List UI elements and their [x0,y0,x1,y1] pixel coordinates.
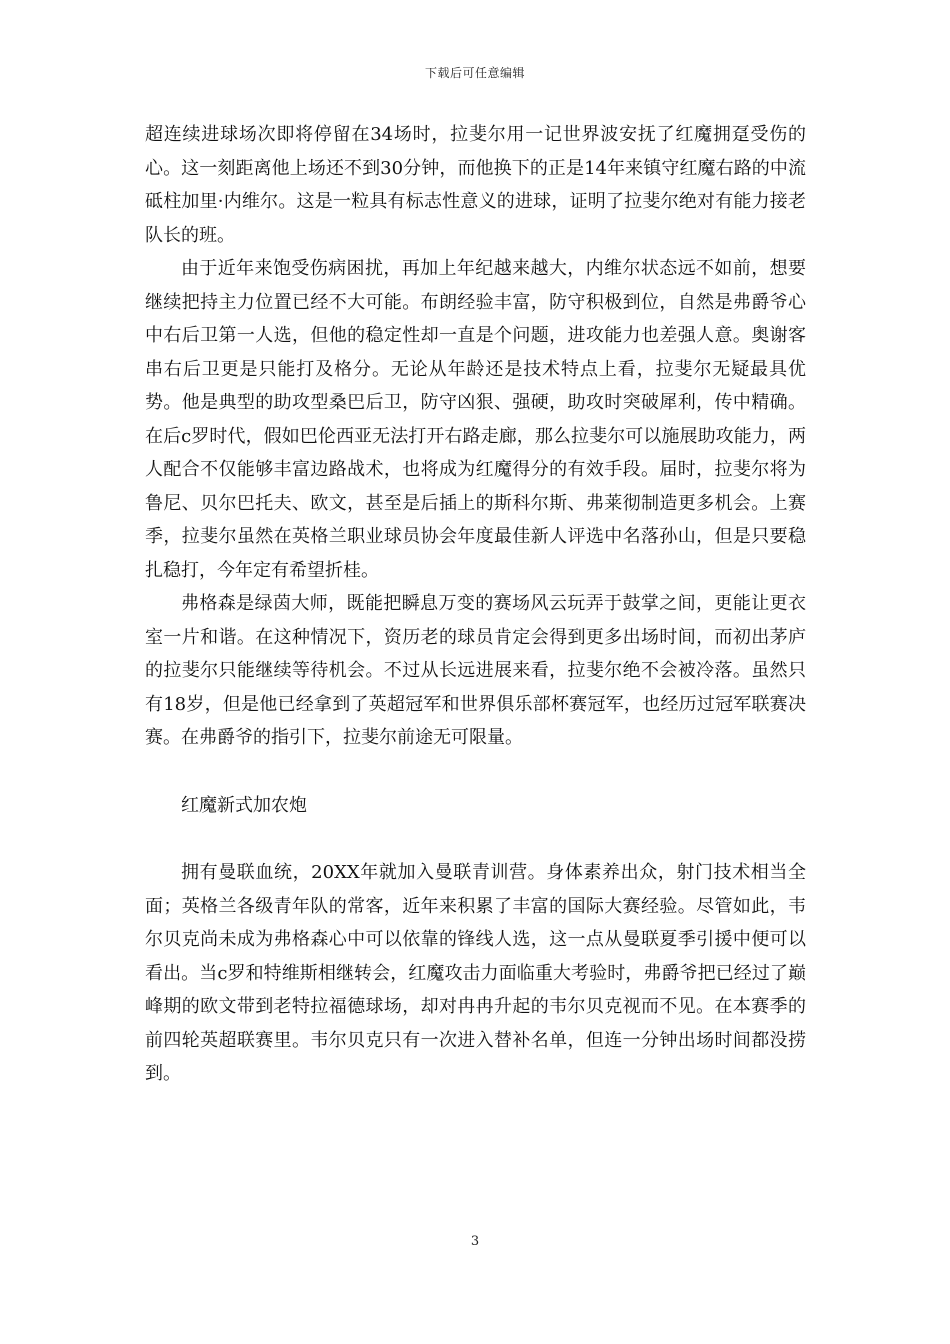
document-body [145,118,806,1091]
paragraph-neville-analysis: 由于近年来饱受伤病困扰，再加上年纪越来越大，内维尔状态远不如前，想要继续把持主力位置已经不大可能。布朗经验丰富，防守积极到位，自然是弗爵爷心中右后卫第一人选，但他的稳定性却一直是个问题，进攻能力也差强人意。奥谢客串右后卫更是只能打及格分。无论从年龄还是技术特点上看，拉斐尔无疑最具优势。他是典型的助攻型桑巴后卫，防守凶狠、强硬，助攻时突破犀利，传中精确。在后c罗时代，假如巴伦西亚无法打开右路走廊，那么拉斐尔可以施展助攻能力，两人配合不仅能够丰富边路战术，也将成为红魔得分的有效手段。届时，拉斐尔将为鲁尼、贝尔巴托夫、欧文，甚至是后插上的斯科尔斯、弗莱彻制造更多机会。上赛季，拉斐尔虽然在英格兰职业球员协会年度最佳新人评选中名落孙山，但是只要稳扎稳打，今年定有希望折桂。 [145,258,806,581]
paragraph-continued: 超连续进球场次即将停留在34场时，拉斐尔用一记世界波安抚了红魔拥趸受伤的心。这一刻距离他上场还不到30分钟，而他换下的正是14年来镇守红魔右路的中流砥柱加里·内维尔。这是一粒具有标志性意义的进球，证明了拉斐尔绝对有能力接老队长的班。 [145,124,806,246]
spacer [145,755,806,789]
page-number: 3 [470,1234,480,1249]
section-heading: 红魔新式加农炮 [181,794,307,816]
page-header: 下载后可任意编辑 [424,66,525,80]
spacer [145,822,806,856]
paragraph-welbeck: 拥有曼联血统，20XX年就加入曼联青训营。身体素养出众，射门技术相当全面；英格兰各级青年队的常客，近年来积累了丰富的国际大赛经验。尽管如此，韦尔贝克尚未成为弗格森心中可以依靠的锋线人选，这一点从曼联夏季引援中便可以看出。当c罗和特维斯相继转会，红魔攻击力面临重大考验时，弗爵爷把已经过了巅峰期的欧文带到老特拉福德球场，却对冉冉升起的韦尔贝克视而不见。在本赛季的前四轮英超联赛里。韦尔贝克只有一次进入替补名单，但连一分钟出场时间都没捞到。 [145,862,806,1084]
paragraph-ferguson: 弗格森是绿茵大师，既能把瞬息万变的赛场风云玩弄于鼓掌之间，更能让更衣室一片和谐。在这种情况下，资历老的球员肯定会得到更多出场时间，而初出茅庐的拉斐尔只能继续等待机会。不过从长远进展来看，拉斐尔绝不会被冷落。虽然只有18岁，但是他已经拿到了英超冠军和世界俱乐部杯赛冠军，也经历过冠军联赛决赛。在弗爵爷的指引下，拉斐尔前途无可限量。 [145,593,806,748]
